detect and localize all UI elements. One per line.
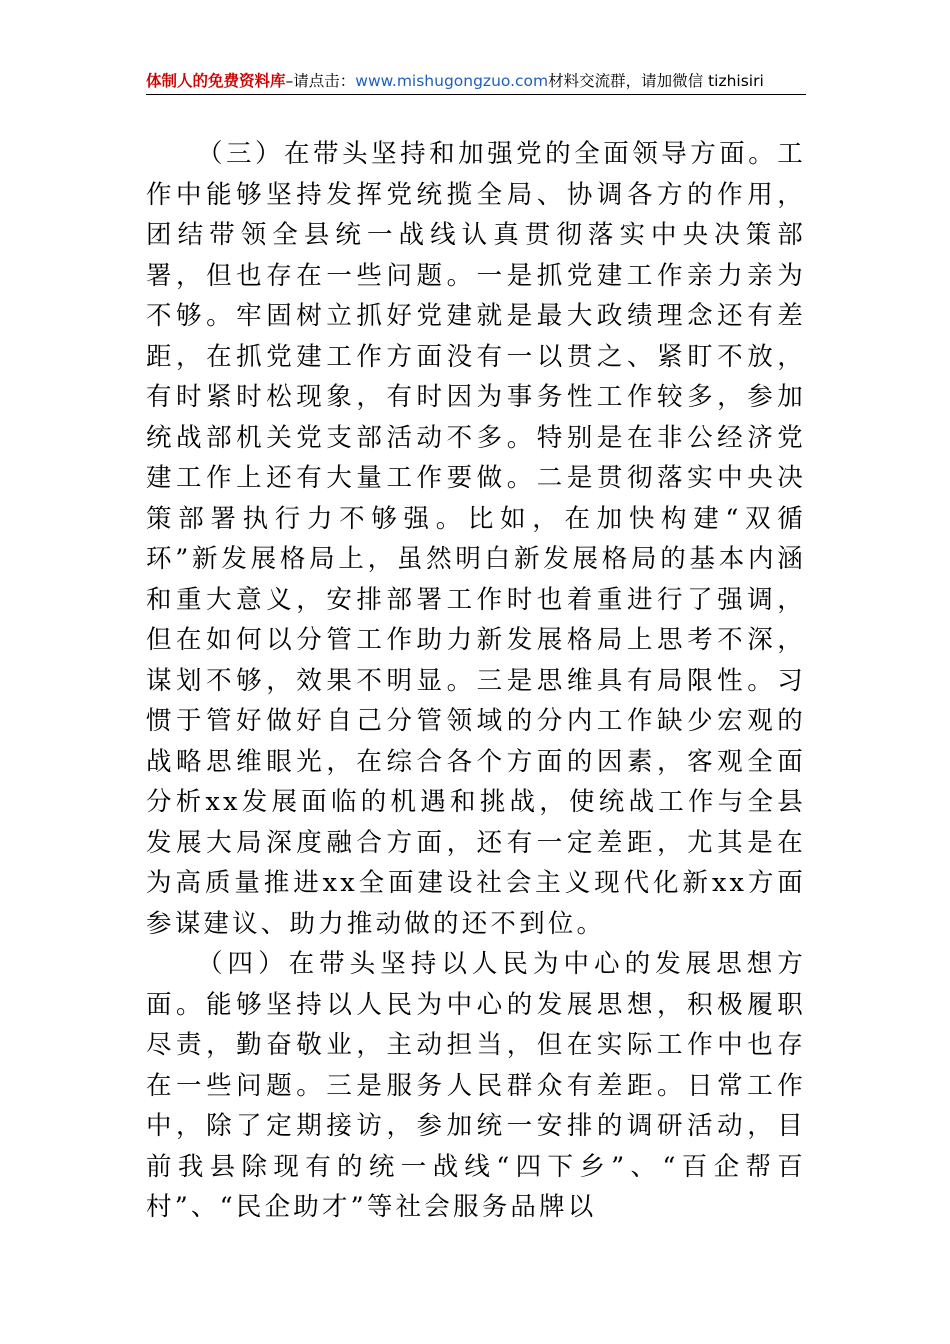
header-link[interactable]: www.mishugongzuo.com — [355, 72, 549, 90]
header-prompt: –请点击： — [285, 72, 356, 90]
paragraph-section-four: （四）在带头坚持以人民为中心的发展思想方面。能够坚持以人民为中心的发展思想，积极履职尽责，勤奋敬业，主动担当，但在实际工作中也存在一些问题。三是服务人民群众有差距。日常工作中，除了定期接访，参加统一安排的调研活动，目前我县除现有的统一战线“四下乡”、“百企帮百村”、“民企助才”等社会服务品牌以 — [146, 949, 806, 1222]
document-body — [146, 134, 806, 1228]
paragraph-section-three: （三）在带头坚持和加强党的全面领导方面。工作中能够坚持发挥党统揽全局、协调各方的作用，团结带领全县统一战线认真贯彻落实中央决策部署，但也存在一些问题。一是抓党建工作亲力亲为不够。牢固树立抓好党建就是最大政绩理念还有差距，在抓党建工作方面没有一以贯之、紧盯不放，有时紧时松现象，有时因为事务性工作较多，参加统战部机关党支部活动不多。特别是在非公经济党建工作上还有大量工作要做。二是贯彻落实中央决策部署执行力不够强。比如，在加快构建“双循环”新发展格局上，虽然明白新发展格局的基本内涵和重大意义，安排部署工作时也着重进行了强调，但在如何以分管工作助力新发展格局上思考不深，谋划不够，效果不明显。三是思维具有局限性。习惯于管好做好自己分管领域的分内工作缺少宏观的战略思维眼光，在综合各个方面的因素，客观全面分析xx发展面临的机遇和挑战，使统战工作与全县发展大局深度融合方面，还有一定差距，尤其是在为高质量推进xx全面建设社会主义现代化新xx方面参谋建议、助力推动做的还不到位。 — [146, 139, 806, 939]
header-tail: 材料交流群，请加微信 tizhisiri — [548, 72, 764, 90]
page-header — [146, 68, 806, 95]
header-brand: 体制人的免费资料库 — [146, 72, 286, 90]
